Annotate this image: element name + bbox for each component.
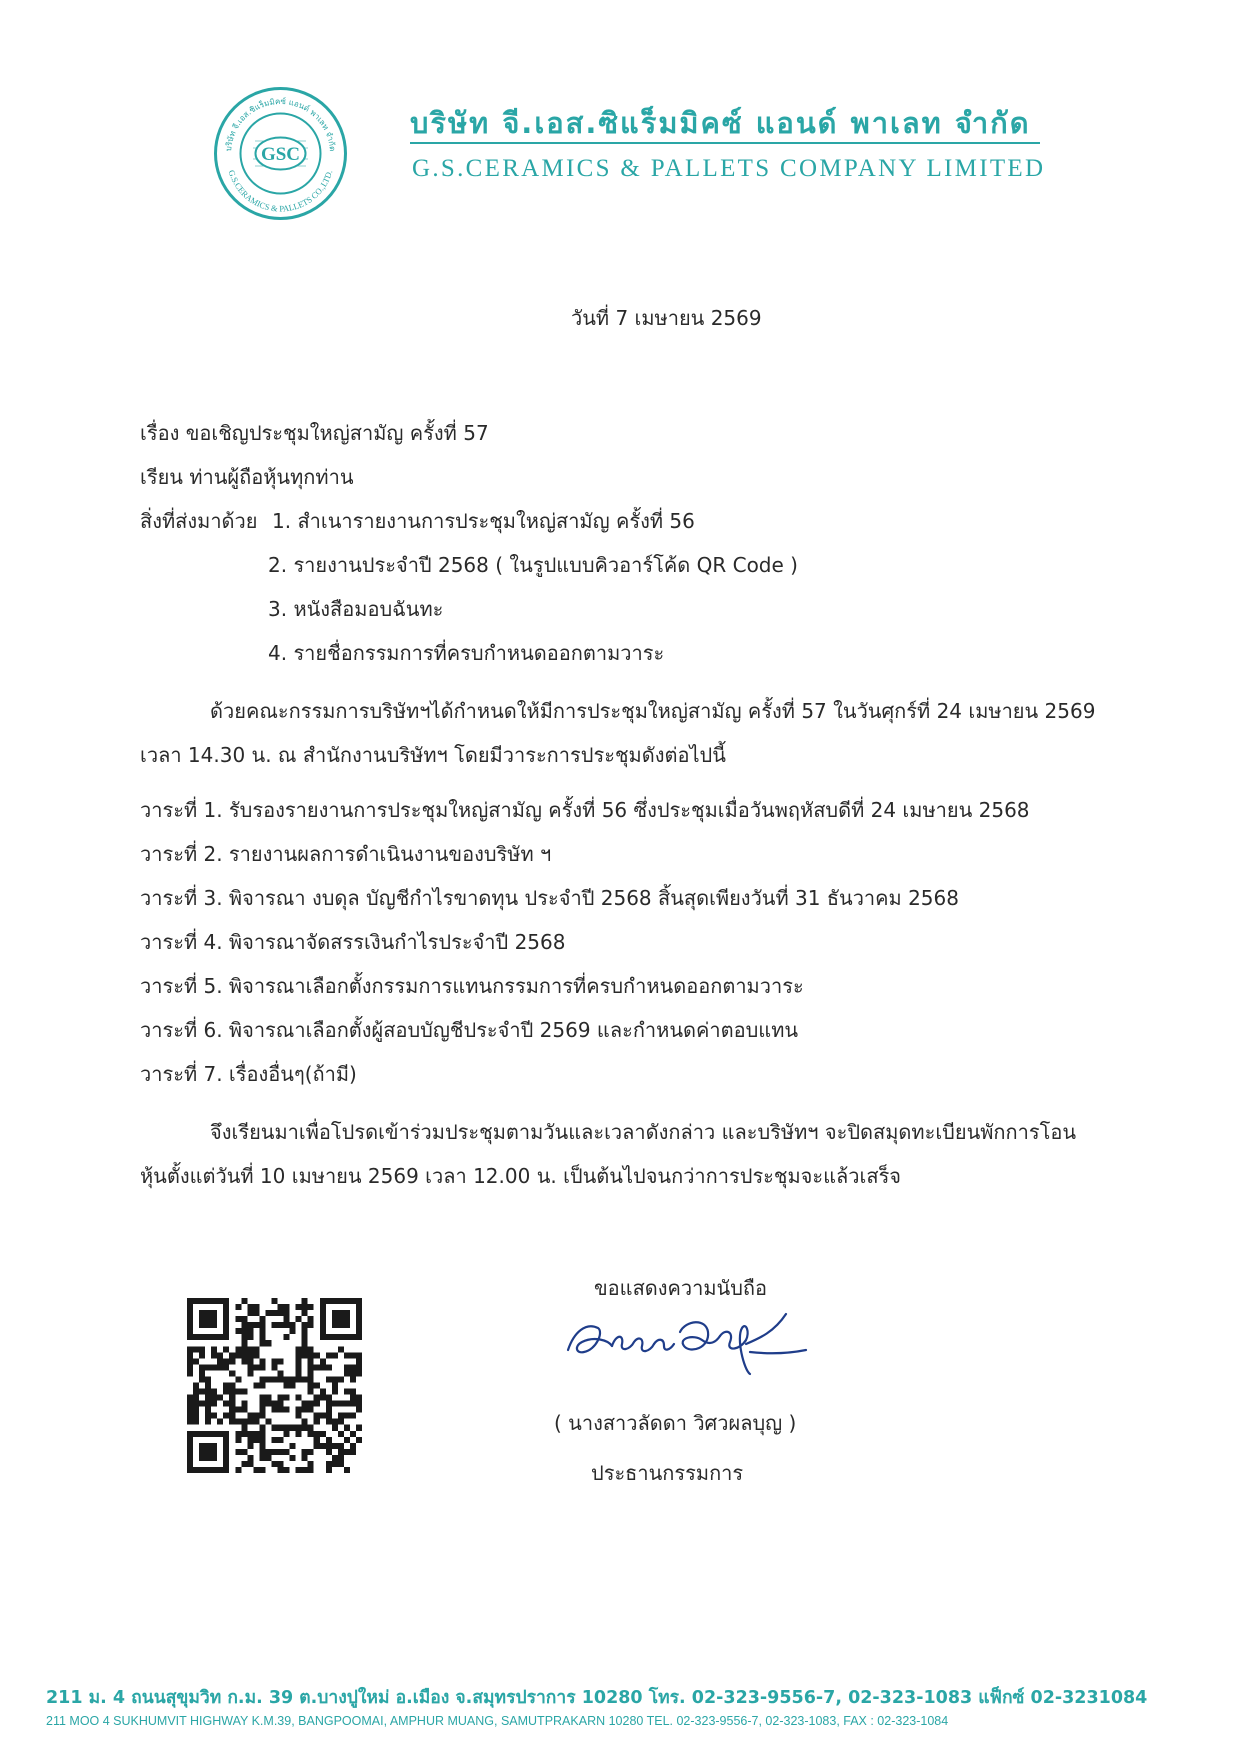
agenda-item: วาระที่ 3. พิจารณา งบดุล บัญชีกำไรขาดทุน ประจำปี 2568 สิ้นสุดเพียงวันที่ 31 ธันวาคม 2568: [140, 886, 959, 910]
enclosures-label: สิ่งที่ส่งมาด้วย: [140, 509, 258, 533]
company-logo-icon: [213, 86, 348, 221]
agenda-item: วาระที่ 6. พิจารณาเลือกตั้งผู้สอบบัญชีประจำปี 2569 และกำหนดค่าตอบแทน: [140, 1018, 799, 1042]
qr-code-icon[interactable]: [187, 1298, 362, 1473]
signatory-name: ( นางสาวลัดดา วิศวผลบุญ ): [554, 1411, 797, 1435]
company-name-thai: บริษัท จี.เอส.ซิแร็มมิคซ์ แอนด์ พาเลท จำกัด: [410, 106, 1031, 140]
closing-paragraph-line: จึงเรียนมาเพื่อโปรดเข้าร่วมประชุมตามวันและเวลาดังกล่าว และบริษัทฯ จะปิดสมุดทะเบียนพักการโอน: [210, 1120, 1077, 1144]
intro-paragraph-line: เวลา 14.30 น. ณ สำนักงานบริษัทฯ โดยมีวาระการประชุมดังต่อไปนี้: [140, 743, 726, 767]
agenda-item: วาระที่ 1. รับรองรายงานการประชุมใหญ่สามัญ ครั้งที่ 56 ซึ่งประชุมเมื่อวันพฤหัสบดีที่ 24 เมษายน 2568: [140, 798, 1030, 822]
enclosure-item: 3. หนังสือมอบฉันทะ: [268, 597, 444, 621]
footer-address-thai: 211 ม. 4 ถนนสุขุมวิท ก.ม. 39 ต.บางปูใหม่ อ.เมือง จ.สมุทรปราการ 10280 โทร. 02-323-9556-7, 02-323-1083 แฟ็กซ์ 02-3231084: [46, 1688, 1148, 1708]
signature-icon: [560, 1292, 820, 1384]
enclosure-item: 2. รายงานประจำปี 2568 ( ในรูปแบบคิวอาร์โค้ด QR Code ): [268, 553, 798, 577]
svg-text:GSC: GSC: [260, 144, 301, 165]
enclosure-item: 4. รายชื่อกรรมการที่ครบกำหนดออกตามวาระ: [268, 641, 665, 665]
closing-paragraph-line: หุ้นตั้งแต่วันที่ 10 เมษายน 2569 เวลา 12.00 น. เป็นต้นไปจนกว่าการประชุมจะแล้วเสร็จ: [140, 1164, 902, 1188]
header-rule: [410, 142, 1040, 144]
agenda-item: วาระที่ 2. รายงานผลการดำเนินงานของบริษัท ฯ: [140, 842, 552, 866]
intro-paragraph-line: ด้วยคณะกรรมการบริษัทฯได้กำหนดให้มีการประชุมใหญ่สามัญ ครั้งที่ 57 ในวันศุกร์ที่ 24 เมษายน 2569: [210, 699, 1096, 723]
agenda-item: วาระที่ 7. เรื่องอื่นๆ(ถ้ามี): [140, 1062, 357, 1086]
closing-regards: ขอแสดงความนับถือ: [594, 1276, 768, 1300]
company-name-english: G.S.CERAMICS & PALLETS COMPANY LIMITED: [412, 155, 1046, 182]
svg-text:บริษัท จี.เอส.ซิแร็มมิคซ์ แอนด: บริษัท จี.เอส.ซิแร็มมิคซ์ แอนด์ พาเลท จำกัด: [224, 96, 337, 152]
agenda-item: วาระที่ 4. พิจารณาจัดสรรเงินกำไรประจำปี 2568: [140, 930, 566, 954]
enclosure-item: 1. สำเนารายงานการประชุมใหญ่สามัญ ครั้งที่ 56: [272, 509, 695, 533]
agenda-item: วาระที่ 5. พิจารณาเลือกตั้งกรรมการแทนกรรมการที่ครบกำหนดออกตามวาระ: [140, 974, 804, 998]
letter-date: วันที่ 7 เมษายน 2569: [571, 306, 762, 330]
signatory-title: ประธานกรรมการ: [591, 1461, 744, 1485]
letter-subject: เรื่อง ขอเชิญประชุมใหญ่สามัญ ครั้งที่ 57: [140, 421, 489, 445]
footer-address-english: 211 MOO 4 SUKHUMVIT HIGHWAY K.M.39, BANGPOOMAI, AMPHUR MUANG, SAMUTPRAKARN 10280 TEL. 02-323-9556-7, 02-323-1083, FAX : 02-323-1084: [46, 1714, 949, 1728]
svg-text:G.S.CERAMICS & PALLETS CO.,LTD: G.S.CERAMICS & PALLETS CO.,LTD.: [226, 168, 335, 214]
letter-recipient: เรียน ท่านผู้ถือหุ้นทุกท่าน: [140, 465, 354, 489]
